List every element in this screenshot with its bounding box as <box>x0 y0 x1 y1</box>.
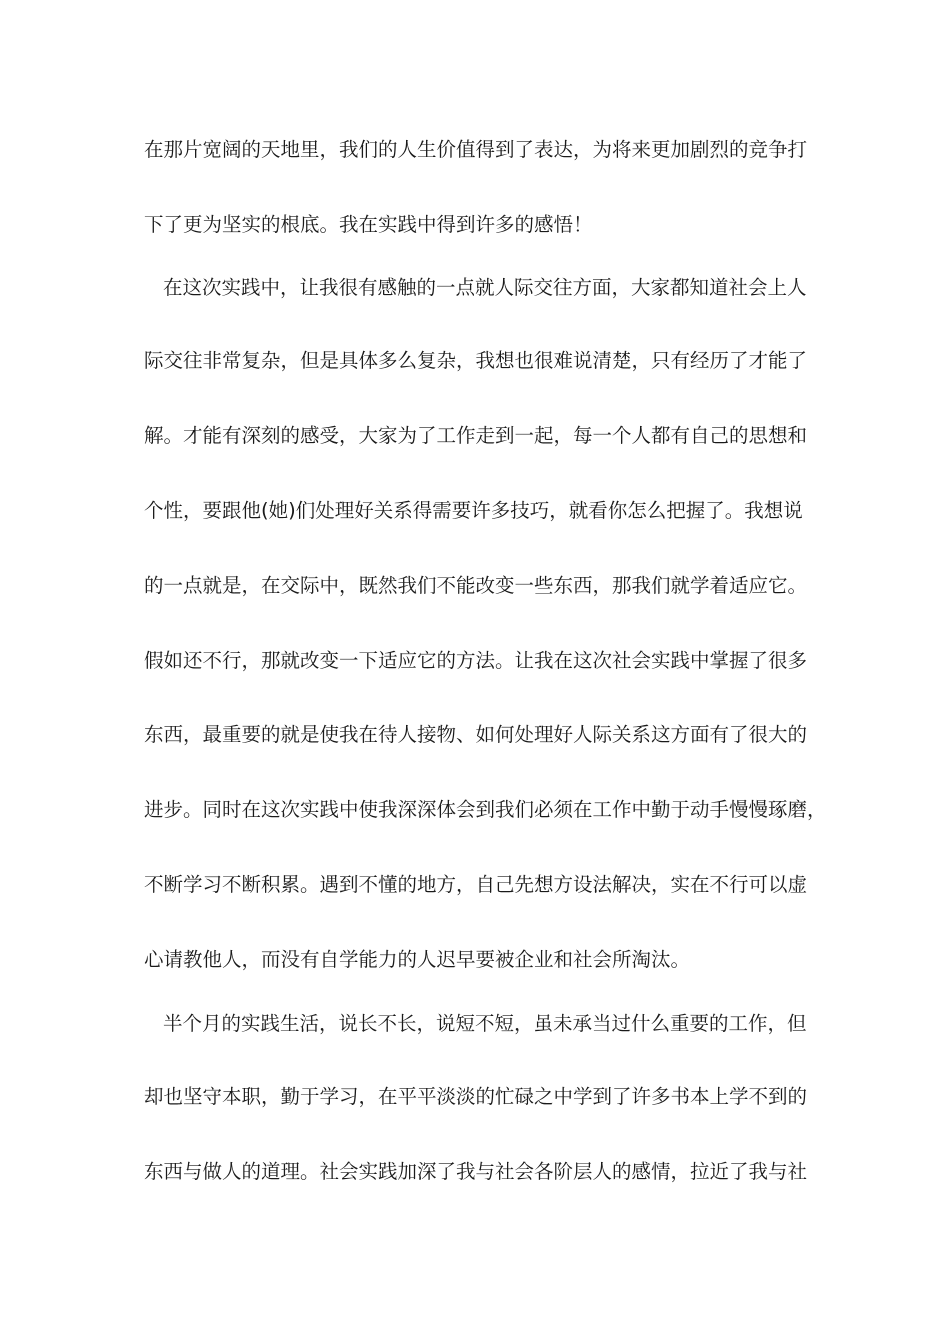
text-line: 在那片宽阔的天地里，我们的人生价值得到了表达，为将来更加剧烈的竞争打 <box>144 138 808 161</box>
text-line: 心请教他人，而没有自学能力的人迟早要被企业和社会所淘汰。 <box>144 948 691 971</box>
text-line: 不断学习不断积累。遇到不懂的地方，自己先想方设法解决，实在不行可以虚 <box>144 873 808 896</box>
paragraph-start-line: 半个月的实践生活，说长不长，说短不短，虽未承当过什么重要的工作，但 <box>163 1012 807 1035</box>
text-line: 际交往非常复杂，但是具体多么复杂，我想也很难说清楚，只有经历了才能了 <box>144 349 808 372</box>
text-line: 的一点就是，在交际中，既然我们不能改变一些东西，那我们就学着适应它。 <box>144 574 808 597</box>
text-line: 假如还不行，那就改变一下适应它的方法。让我在这次社会实践中掌握了很多 <box>144 649 808 672</box>
text-line: 个性，要跟他(她)们处理好关系得需要许多技巧，就看你怎么把握了。我想说 <box>144 499 803 522</box>
text-line: 东西与做人的道理。社会实践加深了我与社会各阶层人的感情，拉近了我与社 <box>144 1160 808 1183</box>
text-line: 东西，最重要的就是使我在待人接物、如何处理好人际关系这方面有了很大的 <box>144 723 808 746</box>
text-line: 进步。同时在这次实践中使我深深体会到我们必须在工作中勤于动手慢慢琢磨， <box>144 798 827 821</box>
text-line: 下了更为坚实的根底。我在实践中得到许多的感悟！ <box>144 213 593 236</box>
text-line: 解。才能有深刻的感受，大家为了工作走到一起，每一个人都有自己的思想和 <box>144 424 808 447</box>
paragraph-start-line: 在这次实践中，让我很有感触的一点就人际交往方面，大家都知道社会上人 <box>163 276 807 299</box>
text-line: 却也坚守本职，勤于学习，在平平淡淡的忙碌之中学到了许多书本上学不到的 <box>144 1085 808 1108</box>
